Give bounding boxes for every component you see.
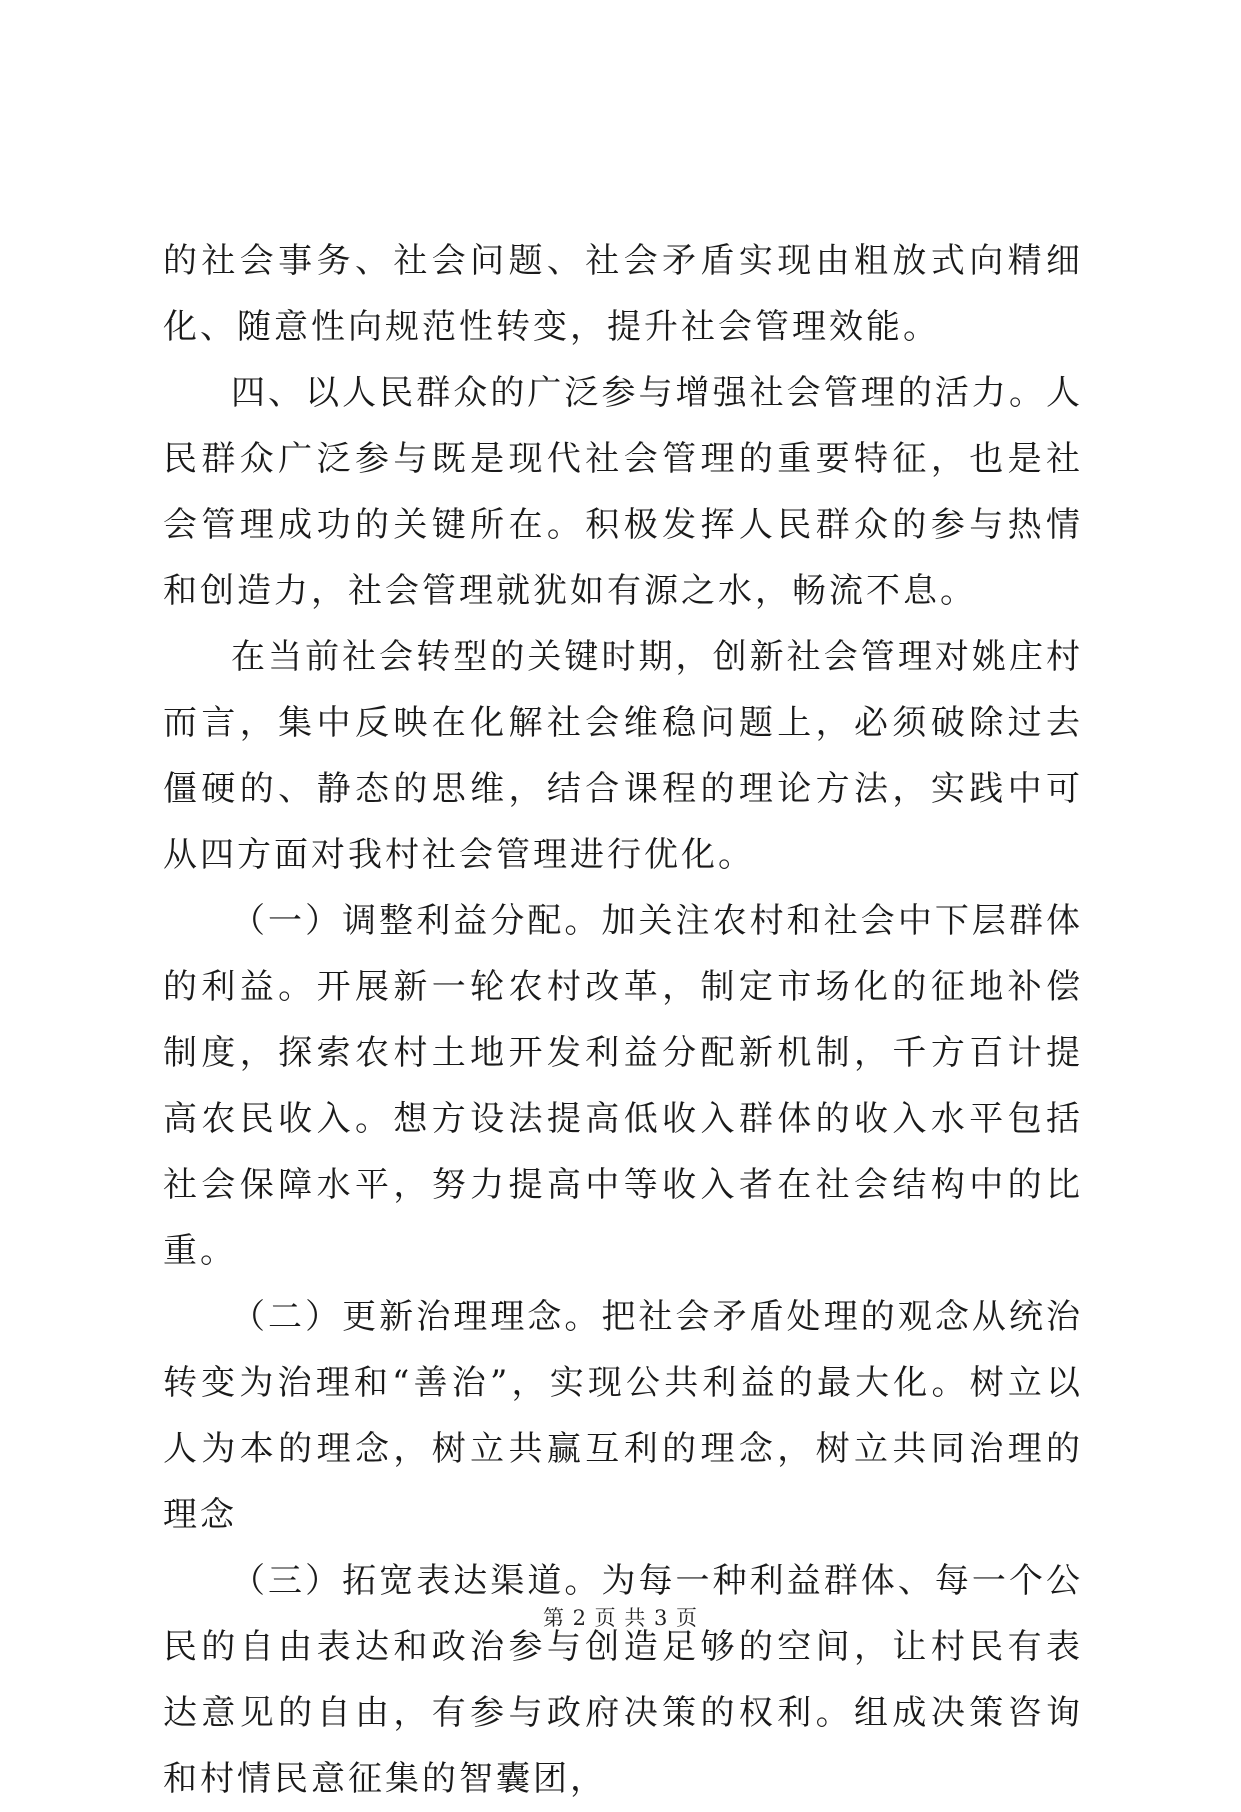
- paragraph-item-one: （一）调整利益分配。加关注农村和社会中下层群体的利益。开展新一轮农村改革，制定市场化的征地补偿制度，探索农村土地开发利益分配新机制，千方百计提高农民收入。想方设法提高低收入群体的收入水平包括社会保障水平，努力提高中等收入者在社会结构中的比重。: [163, 901, 1083, 1271]
- paragraph-section-four: 四、以人民群众的广泛参与增强社会管理的活力。人民群众广泛参与既是现代社会管理的重要特征，也是社会管理成功的关键所在。积极发挥人民群众的参与热情和创造力，社会管理就犹如有源之水，畅流不息。: [163, 373, 1083, 611]
- document-body: [163, 228, 1083, 1812]
- page-footer: 第 2 页 共 3 页: [542, 1606, 699, 1630]
- paragraph-item-three: （三）拓宽表达渠道。为每一种利益群体、每一个公民的自由表达和政治参与创造足够的空间，让村民有表达意见的自由，有参与政府决策的权利。组成决策咨询和村情民意征集的智囊团，: [163, 1561, 1083, 1799]
- paragraph-continuation: 的社会事务、社会问题、社会矛盾实现由粗放式向精细化、随意性向规范性转变，提升社会管理效能。: [163, 241, 1083, 347]
- paragraph-transition: 在当前社会转型的关键时期，创新社会管理对姚庄村而言，集中反映在化解社会维稳问题上，必须破除过去僵硬的、静态的思维，结合课程的理论方法，实践中可从四方面对我村社会管理进行优化。: [163, 637, 1083, 875]
- paragraph-item-two: （二）更新治理理念。把社会矛盾处理的观念从统治转变为治理和“善治”，实现公共利益的最大化。树立以人为本的理念，树立共赢互利的理念，树立共同治理的理念: [163, 1297, 1083, 1535]
